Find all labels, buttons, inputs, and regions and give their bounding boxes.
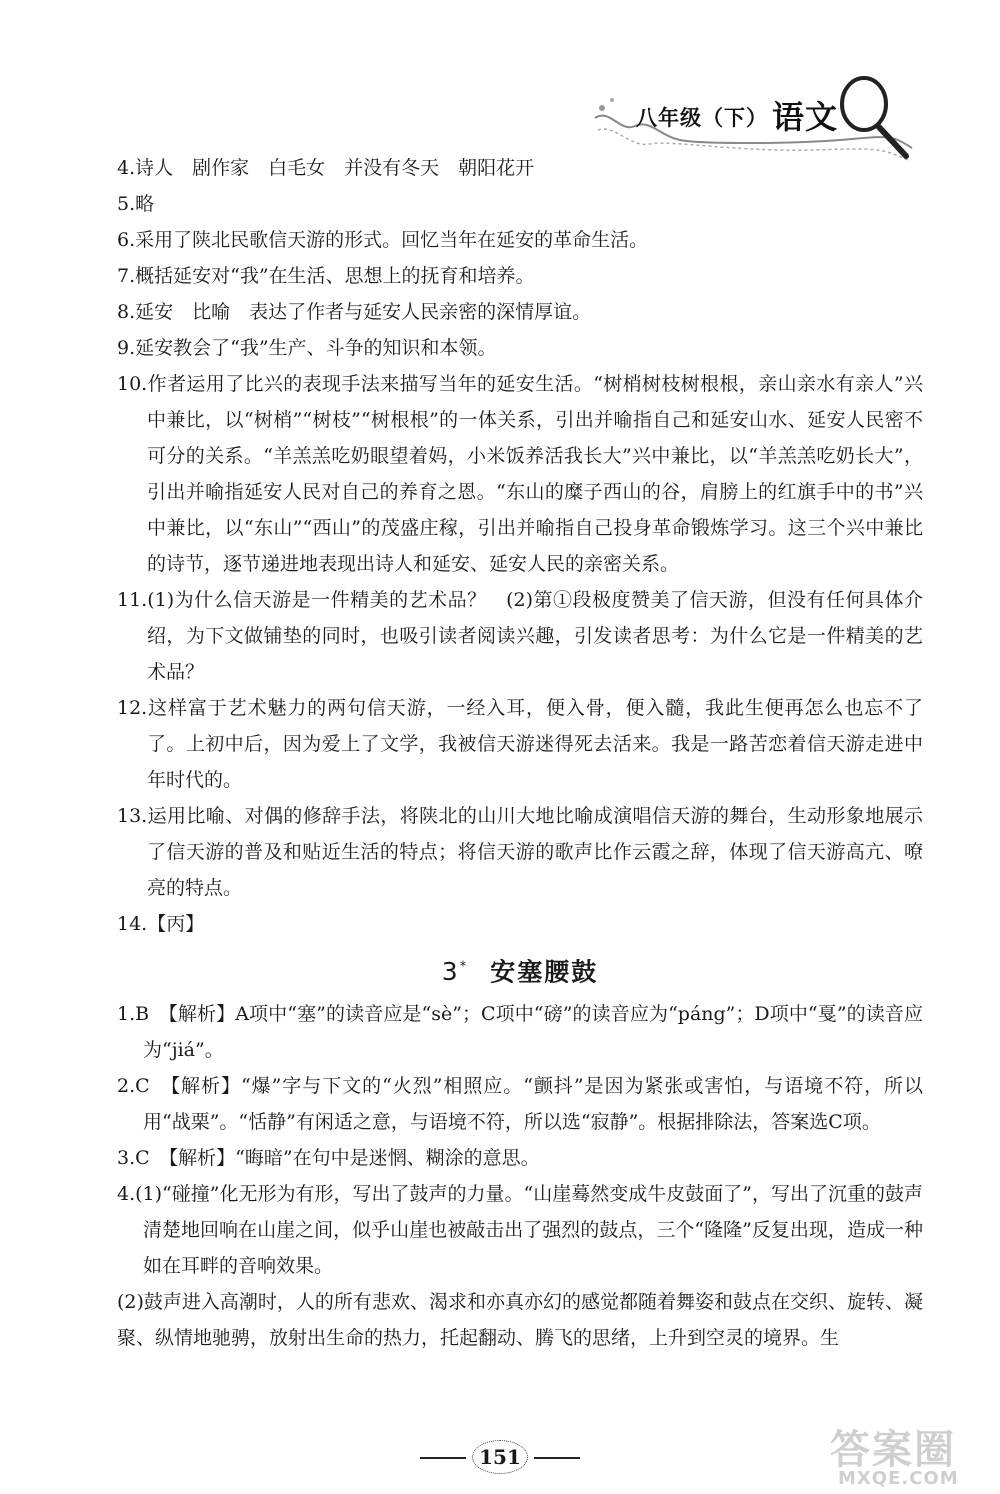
answer-item: 7.概括延安对“我”在生活、思想上的抚育和培养。 — [117, 265, 535, 287]
answer-item: 8.延安 比喻 表达了作者与延安人民亲密的深情厚谊。 — [117, 301, 592, 323]
header-grade: 八年级（下） — [636, 106, 768, 130]
page-number-oval — [472, 1440, 528, 1474]
answer-item: 2.C 【解析】“爆”字与下文的“火烈”相照应。“颤抖”是因为紧张或害怕，与语境不符，所以用“战栗”。“恬静”有闲适之意，与语境不符，所以选“寂静”。根据排除法，答案选C项。 — [117, 1075, 923, 1134]
section-number: 3* — [441, 957, 469, 987]
answer-content — [117, 150, 923, 1356]
answer-item: (2)鼓声进入高潮时，人的所有悲欢、渴求和亦真亦幻的感觉都随着舞姿和鼓点在交织、旋转、凝聚、纵情地驰骋，放射出生命的热力，托起翻动、腾飞的思绪，上升到空灵的境界。生 — [117, 1291, 923, 1350]
answer-item: 14.【丙】 — [117, 913, 205, 935]
answer-item: 13.运用比喻、对偶的修辞手法，将陕北的山川大地比喻成演唱信天游的舞台，生动形象地展示了信天游的普及和贴近生活的特点；将信天游的歌声比作云霞之辞，体现了信天游高亢、嘹亮的特点。 — [117, 805, 923, 899]
page-number: 151 — [472, 1440, 528, 1474]
page-number-rule-left — [420, 1457, 466, 1459]
answer-item: 6.采用了陕北民歌信天游的形式。回忆当年在延安的革命生活。 — [117, 229, 649, 251]
watermark-main: 答案圈 — [830, 1427, 956, 1473]
header-subject: 语文 — [772, 98, 839, 136]
section-title — [117, 948, 923, 992]
answer-item: 4.(1)“碰撞”化无形为有形，写出了鼓声的力量。“山崖蓦然变成牛皮鼓面了”，写出了沉重的鼓声清楚地回响在山崖之间，似乎山崖也被敲击出了强烈的鼓点，三个“隆隆”反复出现，造成一种如在耳畔的音响效果。 — [117, 1183, 923, 1278]
header-title — [636, 92, 838, 138]
answer-item: 5.略 — [117, 193, 155, 215]
section-title-text: 安塞腰鼓 — [490, 957, 599, 987]
answer-item: 4.诗人 剧作家 白毛女 并没有冬天 朝阳花开 — [117, 157, 535, 179]
answer-item: 3.C 【解析】“晦暗”在句中是迷惘、糊涂的意思。 — [117, 1147, 540, 1170]
answer-item: 9.延安教会了“我”生产、斗争的知识和本领。 — [117, 337, 497, 359]
magnifier-icon — [822, 70, 922, 160]
watermark — [820, 1418, 1000, 1494]
watermark-url: MXQE.COM — [838, 1468, 959, 1489]
answer-item: 11.(1)为什么信天游是一件精美的艺术品？ (2)第①段极度赞美了信天游，但没有任何具体介绍，为下文做铺垫的同时，也吸引读者阅读兴趣，引发读者思考：为什么它是一件精美的艺术品？ — [117, 589, 923, 683]
page-number-rule-right — [534, 1457, 580, 1459]
answer-item: 12.这样富于艺术魅力的两句信天游，一经入耳，便入骨，便入髓，我此生便再怎么也忘不了了。上初中后，因为爱上了文学，我被信天游迷得死去活来。我是一路苦恋着信天游走进中年时代的。 — [117, 697, 923, 791]
answer-item: 1.B 【解析】A项中“塞”的读音应是“sè”；C项中“磅”的读音应为“páng”；D项中“戛”的读音应为“jiá”。 — [117, 1003, 923, 1062]
answer-item: 10.作者运用了比兴的表现手法来描写当年的延安生活。“树梢树枝树根根，亲山亲水有亲人”兴中兼比，以“树梢”“树枝”“树根根”的一体关系，引出并喻指自己和延安山水、延安人民密不可分的关系。“羊羔羔吃奶眼望着妈，小米饭养活我长大”兴中兼比，以“羊羔羔吃奶长大”，引出并喻指延安人民对自己的养育之恩。“东山的糜子西山的谷，肩膀上的红旗手中的书”兴中兼比，以“东山”“西山”的茂盛庄稼，引出并喻指自己投身革命锻炼学习。这三个兴中兼比的诗节，逐节递进地表现出诗人和延安、延安人民的亲密关系。 — [117, 373, 923, 575]
